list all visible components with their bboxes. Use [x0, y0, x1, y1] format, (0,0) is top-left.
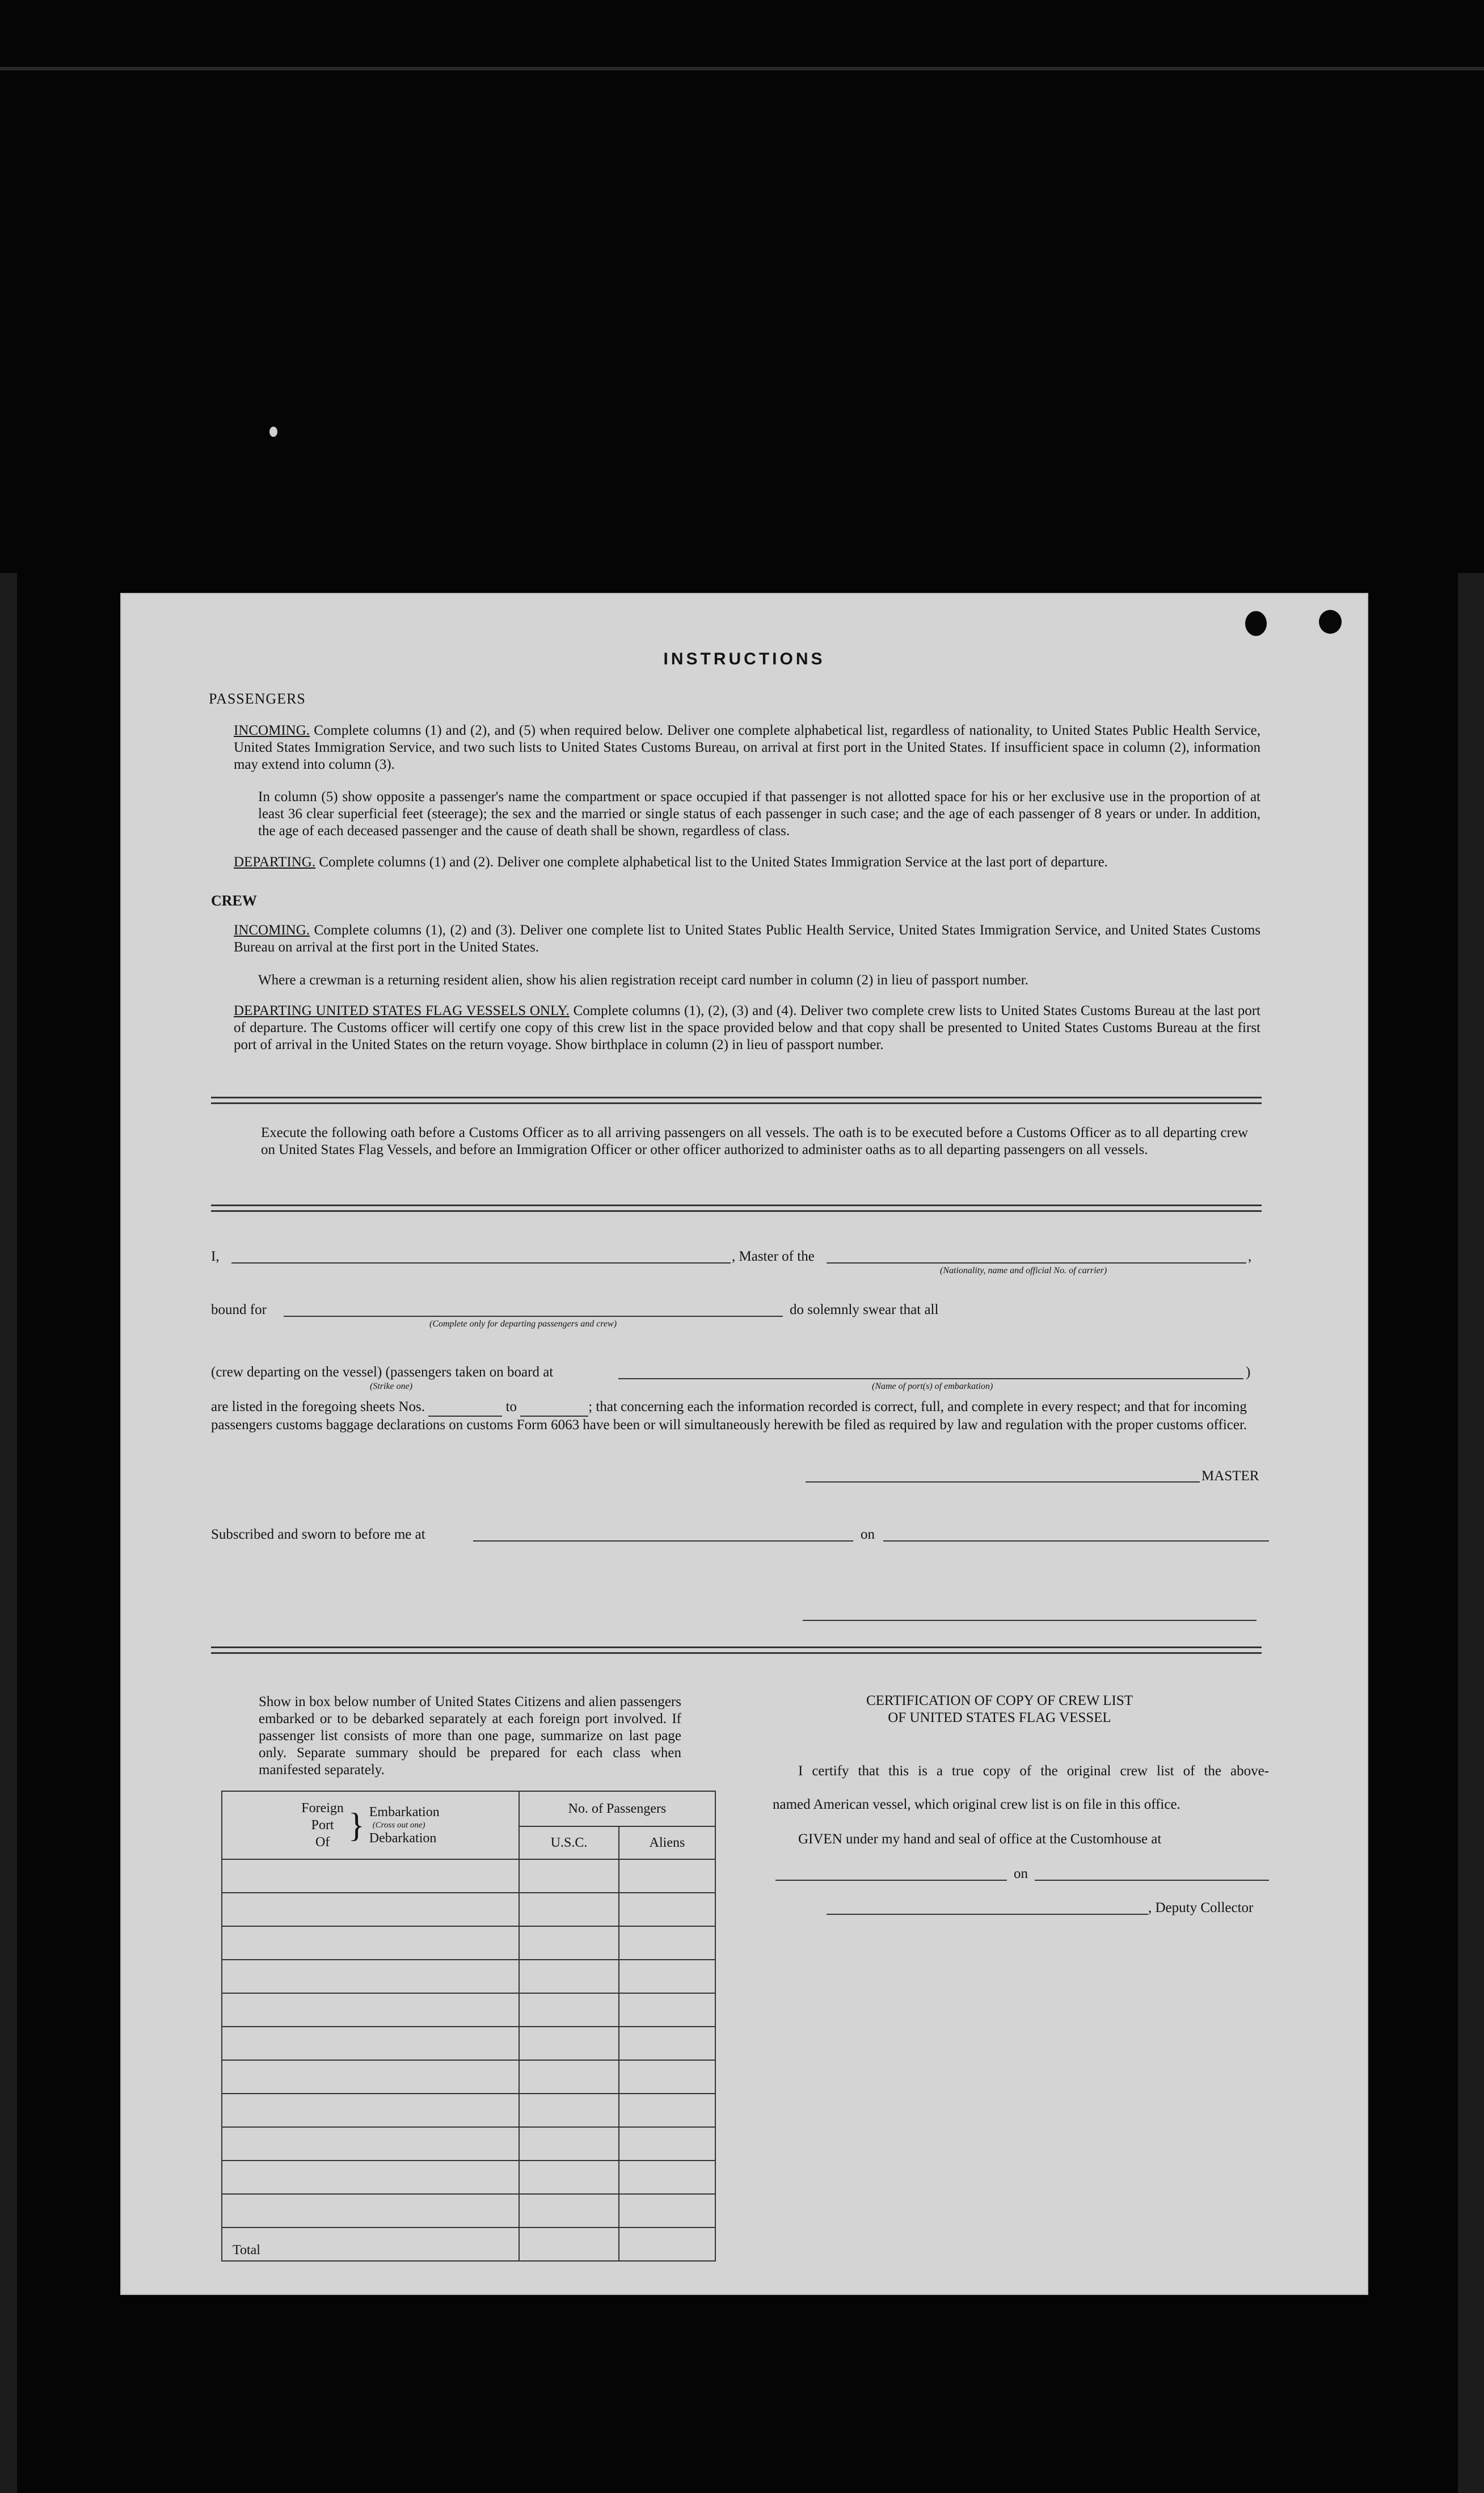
usc-cell[interactable] — [519, 1960, 619, 1993]
divider-2 — [211, 1205, 1262, 1212]
document-page — [120, 593, 1368, 2295]
table-row — [222, 1960, 715, 1993]
crew-incoming-text: Complete columns (1), (2) and (3). Deliver one complete list to United States Public Health Service, United States Immigration Service, and United States Customs Bureau on arrival at the first port in the United States. — [234, 923, 1261, 955]
usc-cell[interactable] — [519, 1859, 619, 1893]
aliens-cell[interactable] — [619, 1859, 715, 1893]
punch-hole-right — [1319, 610, 1342, 634]
usc-cell[interactable] — [519, 2127, 619, 2161]
usc-cell[interactable] — [519, 2060, 619, 2094]
brace-icon: } — [348, 1806, 365, 1844]
film-border-top — [0, 67, 1484, 70]
crew-heading: CREW — [211, 892, 257, 909]
table-row — [222, 2027, 715, 2060]
cert-on-label: on — [1014, 1866, 1028, 1881]
instructions-title: INSTRUCTIONS — [663, 650, 825, 668]
sworn-place-field[interactable] — [473, 1540, 853, 1542]
film-border-right — [1458, 573, 1484, 2493]
passengers-incoming-text: Complete columns (1) and (2), and (5) when required below. Deliver one complete alphabetical list, regardless of nationality, to United States Public Health Service, United States Immigration Service, and two such lists to United States Customs Bureau, on arrival at first port in the United States. If insufficient space in column (2), information may extend into column (3). — [234, 723, 1261, 772]
master-of-the-label: , Master of the — [732, 1249, 815, 1264]
oath-intro-paragraph: Execute the following oath before a Customs Officer as to all arriving passengers on all vessels. The oath is to be executed before a Customs Officer as to all departing crew on United States Flag Vessels, and before an Immigration Officer or other officer authorized to administer oaths as to all departing passengers on all vessels. — [261, 1125, 1248, 1157]
passenger-summary-table — [221, 1791, 716, 2262]
aliens-cell[interactable] — [619, 2027, 715, 2060]
port-cell[interactable] — [222, 2161, 519, 2194]
port-cell[interactable] — [222, 2060, 519, 2094]
aliens-cell[interactable] — [619, 1993, 715, 2027]
crew-incoming-paragraph — [234, 922, 1260, 956]
crew-resident-paragraph: Where a crewman is a returning resident alien, show his alien registration receipt card number in column (2) in lieu of passport number. — [258, 972, 1028, 988]
passengers-departing-text: Complete columns (1) and (2). Deliver one complete alphabetical list to the United States Immigration Service at the last port of departure. — [319, 854, 1108, 870]
sheets-to: to — [505, 1399, 517, 1414]
punch-hole-left — [1245, 611, 1267, 636]
port-header-cell — [222, 1791, 519, 1859]
total-label: Total — [222, 2227, 519, 2261]
usc-cell[interactable] — [519, 2094, 619, 2127]
table-row — [222, 2161, 715, 2194]
usc-cell[interactable] — [519, 1993, 619, 2027]
close-paren: ) — [1246, 1365, 1251, 1380]
port-cell[interactable] — [222, 2194, 519, 2227]
table-row — [222, 1893, 715, 1926]
port-cell[interactable] — [222, 2027, 519, 2060]
aliens-cell[interactable] — [619, 1893, 715, 1926]
sheet-to-field[interactable] — [520, 1399, 588, 1417]
port-cell[interactable] — [222, 2094, 519, 2127]
col-port: Port — [311, 1818, 334, 1833]
crew-departing-paragraph — [234, 1003, 1260, 1054]
certification-title-line1: CERTIFICATION OF COPY OF CREW LIST — [866, 1693, 1133, 1708]
aliens-cell[interactable] — [619, 2127, 715, 2161]
table-row — [222, 1993, 715, 2027]
certification-title-line2: OF UNITED STATES FLAG VESSEL — [888, 1710, 1111, 1725]
col-embarkation: Embarkation — [369, 1805, 440, 1820]
aliens-cell[interactable] — [619, 2194, 715, 2227]
divider-3 — [211, 1646, 1262, 1654]
film-border-left — [0, 573, 17, 2493]
sheet-from-field[interactable] — [428, 1399, 502, 1417]
carrier-field[interactable] — [827, 1262, 1246, 1264]
passengers-incoming-paragraph — [234, 722, 1260, 773]
usc-cell[interactable] — [519, 2161, 619, 2194]
col-cross-out: (Cross out one) — [372, 1821, 425, 1830]
oath-i-label: I, — [211, 1249, 220, 1264]
aliens-cell[interactable] — [619, 2161, 715, 2194]
certification-title — [773, 1692, 1226, 1726]
master-signature-field[interactable] — [806, 1481, 1200, 1483]
col-of: Of — [315, 1835, 330, 1850]
sheets-statement — [211, 1399, 1263, 1434]
usc-cell[interactable] — [519, 1893, 619, 1926]
certify-line1: I certify that this is a true copy of the original crew list of the above- — [798, 1763, 1269, 1779]
table-row — [222, 2194, 715, 2227]
given-text: GIVEN under my hand and seal of office at the Customhouse at — [798, 1831, 1162, 1847]
dust-speck — [269, 427, 277, 437]
usc-header: U.S.C. — [519, 1826, 619, 1859]
aliens-cell[interactable] — [619, 1960, 715, 1993]
passengers-departing-paragraph — [234, 854, 1260, 871]
port-cell[interactable] — [222, 1960, 519, 1993]
passenger-box-intro: Show in box below number of United States Citizens and alien passengers embarked or to be debarked separately at each foreign port involved. If passenger list consists of more than one page, summarize on last page only. Separate summary should be prepared for each class when manifested separately. — [259, 1694, 681, 1778]
port-cell[interactable] — [222, 2127, 519, 2161]
no-passengers-header: No. of Passengers — [519, 1791, 715, 1826]
cert-date-field[interactable] — [1035, 1880, 1269, 1881]
col-debarkation: Debarkation — [369, 1831, 437, 1846]
bound-for-field[interactable] — [284, 1316, 783, 1317]
crew-departing-lead: DEPARTING UNITED STATES FLAG VESSELS ONLY. — [234, 1003, 570, 1018]
passengers-departing-lead: DEPARTING. — [234, 854, 316, 870]
subscribed-label: Subscribed and sworn to before me at — [211, 1527, 425, 1542]
sworn-date-field[interactable] — [883, 1540, 1269, 1542]
port-cell[interactable] — [222, 1893, 519, 1926]
usc-cell[interactable] — [519, 2027, 619, 2060]
table-row — [222, 2094, 715, 2127]
crew-departing-text: Complete columns (1), (2), (3) and (4). Deliver two complete crew lists to United States Customs Bureau at the last port of departure. The Customs officer will certify one copy of this crew list in the space provided below and that copy shall be presented to United States Customs Bureau at the first port of arrival in the United States on the return voyage. Show birthplace in column (2) in lieu of passport number. — [234, 1003, 1260, 1052]
port-cell[interactable] — [222, 1993, 519, 2027]
nationality-caption: (Nationality, name and official No. of carrier) — [940, 1266, 1107, 1275]
table-row — [222, 2060, 715, 2094]
carrier-comma: , — [1248, 1249, 1252, 1264]
aliens-cell[interactable] — [619, 2094, 715, 2127]
passengers-heading: PASSENGERS — [209, 690, 306, 707]
customhouse-field[interactable] — [775, 1880, 1007, 1881]
total-row — [222, 2227, 715, 2261]
strike-one-caption: (Strike one) — [370, 1382, 413, 1391]
aliens-cell[interactable] — [619, 2060, 715, 2094]
port-cell[interactable] — [222, 1926, 519, 1960]
departing-caption: (Complete only for departing passengers and crew) — [429, 1319, 617, 1329]
deputy-signature-field[interactable] — [827, 1914, 1148, 1915]
sheets-part1: are listed in the foregoing sheets Nos. — [211, 1399, 425, 1414]
usc-cell[interactable] — [519, 2194, 619, 2227]
embarkation-caption: (Name of port(s) of embarkation) — [872, 1382, 993, 1391]
deputy-collector-label: , Deputy Collector — [1148, 1900, 1254, 1915]
embarkation-port-field[interactable] — [618, 1378, 1243, 1379]
table-row — [222, 1926, 715, 1960]
passengers-column5-paragraph: In column (5) show opposite a passenger's name the compartment or space occupied if that passenger is not allotted space for his or her exclusive use in the proportion of at least 36 clear superficial feet (steerage); the sex and the married or single status of each passenger in such case; and the age of each passenger of 8 years or under. In addition, the age of each deceased passenger and the cause of death shall be shown, regardless of class. — [258, 789, 1260, 839]
officer-signature-field[interactable] — [803, 1620, 1257, 1621]
master-label: MASTER — [1201, 1468, 1259, 1484]
divider-1 — [211, 1097, 1262, 1104]
port-cell[interactable] — [222, 1859, 519, 1893]
crew-passengers-label: (crew departing on the vessel) (passengers taken on board at — [211, 1365, 554, 1380]
usc-cell[interactable] — [519, 1926, 619, 1960]
bound-for-label: bound for — [211, 1302, 267, 1317]
master-name-field[interactable] — [231, 1262, 731, 1264]
total-aliens-cell[interactable] — [619, 2227, 715, 2261]
table-row — [222, 2127, 715, 2161]
total-usc-cell[interactable] — [519, 2227, 619, 2261]
sworn-on-label: on — [861, 1527, 875, 1542]
table-row — [222, 1859, 715, 1893]
passengers-incoming-lead: INCOMING. — [234, 723, 310, 738]
certify-line2: named American vessel, which original crew list is on file in this office. — [773, 1797, 1181, 1812]
sheets-part2: ; that concerning each the information recorded is correct, full, and complete in every respect; — [588, 1399, 1121, 1414]
sheets-line2: and that for incoming passengers customs baggage declarations on customs Form 6063 have been or will simultaneously herewith be filed as required by law and regulation with the proper customs officer. — [211, 1399, 1247, 1433]
crew-incoming-lead: INCOMING. — [234, 923, 310, 938]
aliens-header: Aliens — [619, 1826, 715, 1859]
aliens-cell[interactable] — [619, 1926, 715, 1960]
solemnly-swear-label: do solemnly swear that all — [790, 1302, 939, 1317]
col-foreign: Foreign — [301, 1801, 344, 1816]
